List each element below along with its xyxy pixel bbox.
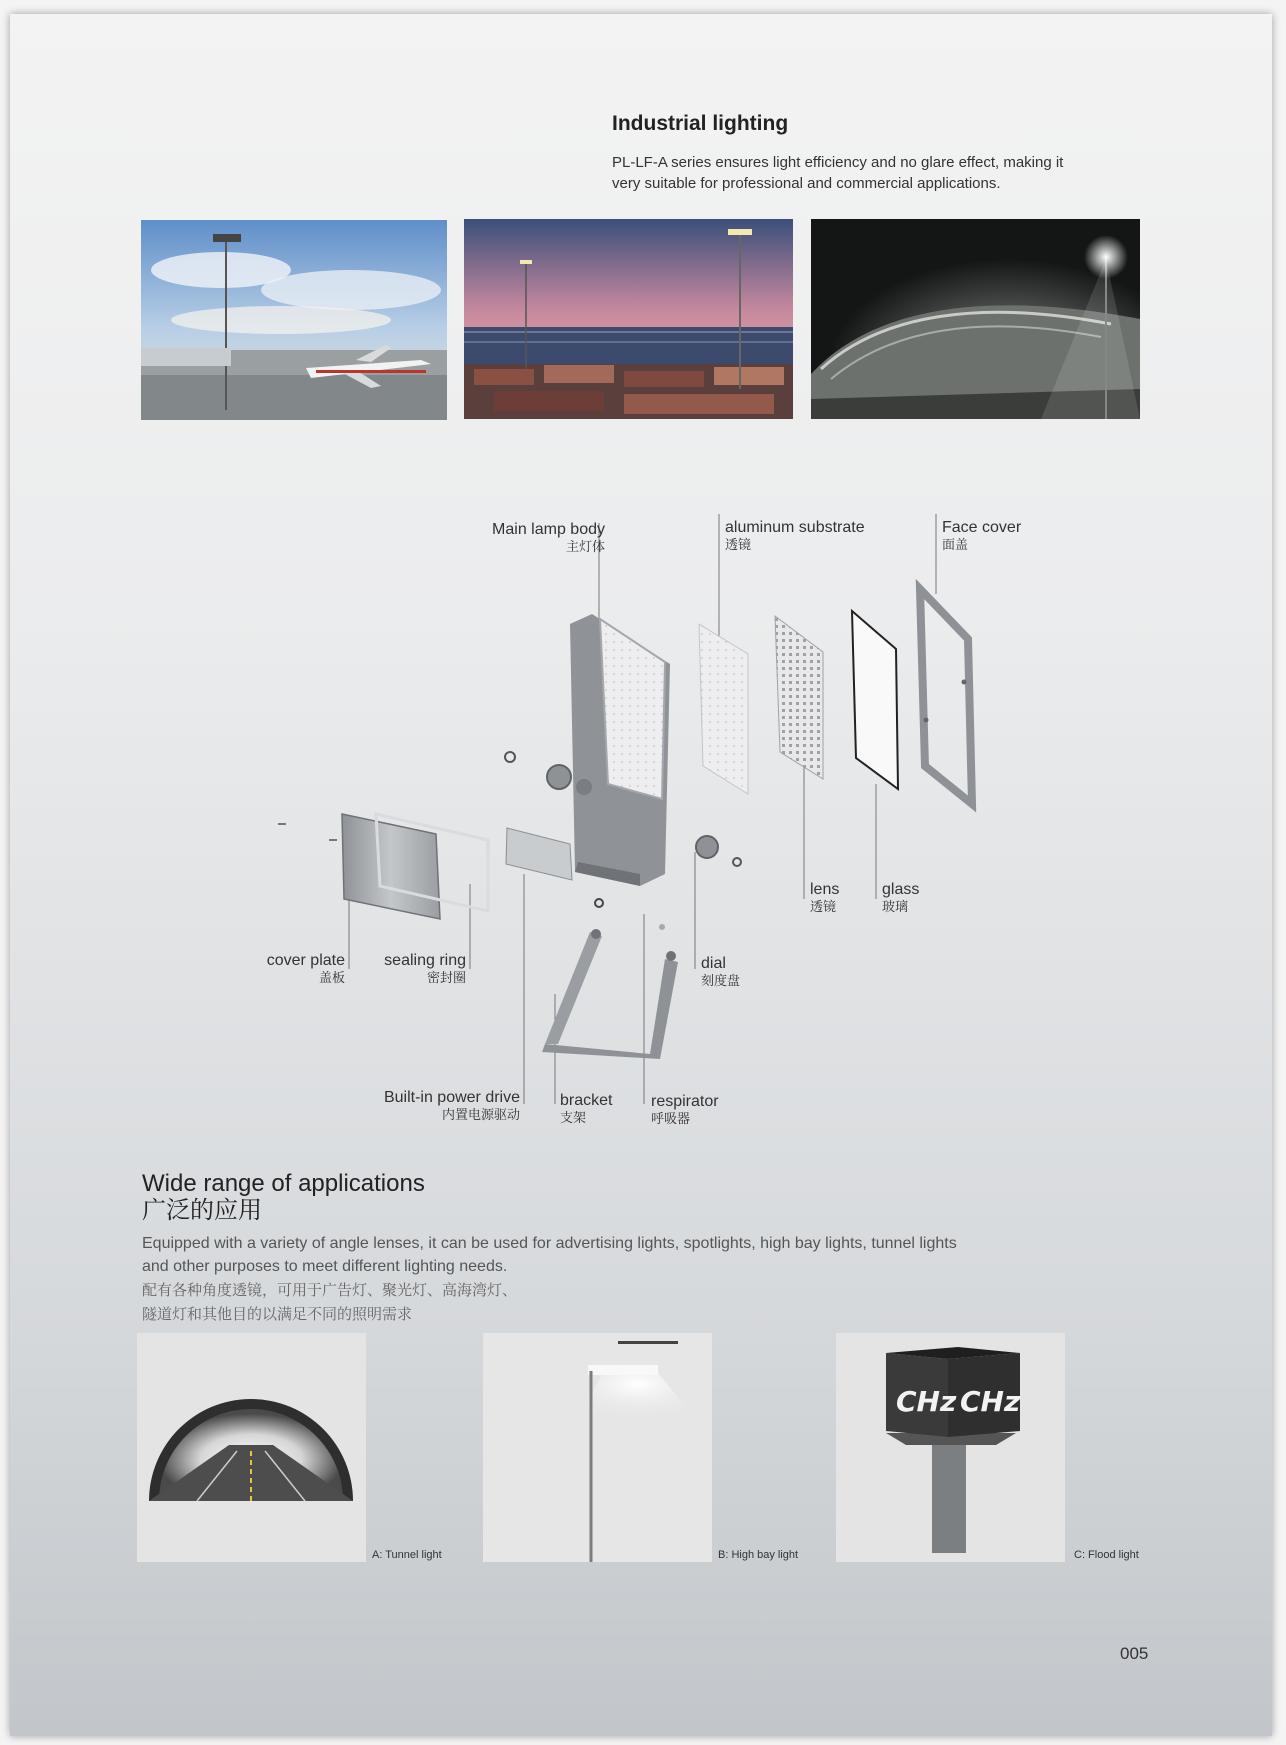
subtitle-line-1: PL-LF-A series ensures light efficiency and no glare effect, making it bbox=[612, 154, 1064, 171]
callout-dial-zh: 刻度盘 bbox=[701, 973, 741, 988]
flood-light-caption: C: Flood light bbox=[1074, 1549, 1139, 1561]
callout-power-drive bbox=[340, 1089, 520, 1123]
lens-part bbox=[775, 616, 823, 779]
brochure-page bbox=[10, 14, 1272, 1736]
high-bay-light-caption: B: High bay light bbox=[718, 1549, 799, 1561]
tunnel-light-caption: A: Tunnel light bbox=[372, 1549, 442, 1561]
callout-dial bbox=[701, 955, 791, 989]
billboard-text-left: CHz bbox=[896, 1385, 957, 1418]
applications-desc-zh-2: 隧道灯和其他目的以满足不同的照明需求 bbox=[142, 1306, 413, 1323]
callout-power-drive-zh: 内置电源驱动 bbox=[441, 1107, 520, 1122]
callout-main-lamp-body-en: Main lamp body bbox=[492, 521, 605, 538]
subtitle-line-2: very suitable for professional and commercial applications. bbox=[612, 175, 1001, 192]
callout-face-cover bbox=[942, 519, 1072, 553]
applications-desc-zh-1: 配有各种角度透镜，可用于广告灯、聚光灯、高海湾灯、 bbox=[142, 1282, 518, 1299]
callout-glass bbox=[882, 881, 942, 915]
callout-lens-en: lens bbox=[810, 881, 840, 898]
callout-bracket-zh: 支架 bbox=[560, 1110, 587, 1125]
callout-main-lamp-body bbox=[440, 521, 605, 555]
callout-bracket bbox=[560, 1092, 640, 1126]
screw-part bbox=[505, 752, 515, 762]
callout-aluminum-substrate-zh: 透镜 bbox=[725, 537, 752, 552]
callout-dial-en: dial bbox=[701, 955, 726, 972]
callout-face-cover-en: Face cover bbox=[942, 519, 1022, 536]
callout-power-drive-en: Built-in power drive bbox=[383, 1089, 520, 1106]
applications-title-en: Wide range of applications bbox=[142, 1170, 425, 1197]
callout-respirator-zh: 呼吸器 bbox=[651, 1111, 691, 1126]
applications-desc-en-2: and other purposes to meet different lighting needs. bbox=[142, 1258, 508, 1275]
callout-aluminum-substrate-en: aluminum substrate bbox=[725, 519, 865, 536]
callout-lens bbox=[810, 881, 870, 915]
respirator-part bbox=[659, 924, 665, 930]
dial-part-left bbox=[547, 765, 571, 789]
callout-glass-en: glass bbox=[882, 881, 920, 898]
bracket-part bbox=[542, 929, 678, 1059]
power-drive-part bbox=[506, 828, 572, 880]
cover-plate-part bbox=[342, 814, 440, 919]
callout-respirator bbox=[651, 1093, 751, 1127]
callout-bracket-en: bracket bbox=[560, 1092, 613, 1109]
callout-lens-zh: 透镜 bbox=[810, 899, 837, 914]
dial-part bbox=[696, 836, 718, 858]
applications-title bbox=[142, 1170, 425, 1224]
callout-respirator-en: respirator bbox=[651, 1093, 719, 1110]
face-cover-part bbox=[920, 589, 972, 804]
callout-aluminum-substrate bbox=[725, 519, 925, 553]
flood-light-tile bbox=[836, 1333, 1065, 1562]
callout-cover-plate-zh: 盖板 bbox=[318, 970, 345, 985]
main-lamp-body-part bbox=[570, 614, 670, 886]
applications-title-zh: 广泛的应用 bbox=[142, 1197, 262, 1224]
callout-cover-plate bbox=[225, 952, 345, 986]
screw-part bbox=[733, 858, 741, 866]
callout-sealing-ring-zh: 密封圈 bbox=[426, 970, 466, 985]
callout-cover-plate-en: cover plate bbox=[266, 952, 345, 969]
callout-sealing-ring-en: sealing ring bbox=[384, 952, 466, 969]
screw-part bbox=[595, 899, 603, 907]
billboard-text-right: CHz bbox=[960, 1385, 1021, 1418]
applications-desc-en-1: Equipped with a variety of angle lenses, it can be used for advertising lights, spotlights, high bay lights, tunnel lights bbox=[142, 1235, 957, 1252]
page-title: Industrial lighting bbox=[612, 112, 789, 135]
callout-face-cover-zh: 面盖 bbox=[942, 537, 969, 552]
callout-main-lamp-body-zh: 主灯体 bbox=[565, 539, 605, 554]
applications-description bbox=[142, 1232, 1042, 1326]
page-number: 005 bbox=[1120, 1644, 1149, 1663]
high-bay-light-tile bbox=[483, 1333, 712, 1562]
aluminum-substrate-part bbox=[699, 624, 748, 794]
callout-sealing-ring bbox=[356, 952, 466, 986]
callout-glass-zh: 玻璃 bbox=[882, 899, 909, 914]
glass-part bbox=[852, 611, 898, 789]
tunnel-light-tile bbox=[137, 1333, 366, 1562]
